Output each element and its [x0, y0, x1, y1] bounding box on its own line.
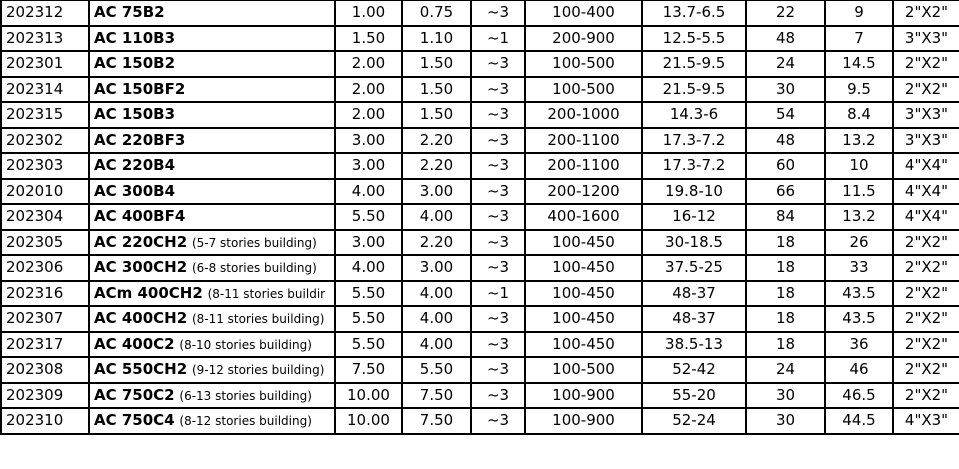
weight-cell: 14.5	[825, 51, 893, 77]
table-row	[1, 1, 959, 26]
power-kw-cell: 3.00	[335, 128, 402, 154]
head-range-cell: 48-37	[642, 306, 746, 332]
product-code-cell: 202315	[1, 102, 89, 128]
phase-cell: ~3	[471, 204, 525, 230]
weight-cell: 13.2	[825, 204, 893, 230]
stages-cell: 24	[746, 357, 825, 383]
head-range-cell: 52-24	[642, 408, 746, 434]
stages-cell: 48	[746, 128, 825, 154]
power-kw-cell: 1.50	[335, 26, 402, 52]
outlet-size-cell: 2"X2"	[893, 1, 959, 26]
flow-range-cell: 200-1200	[525, 179, 642, 205]
model-name: AC 300CH2	[94, 258, 188, 277]
head-range-cell: 21.5-9.5	[642, 77, 746, 103]
head-range-cell: 17.3-7.2	[642, 128, 746, 154]
weight-cell: 33	[825, 255, 893, 281]
head-range-cell: 37.5-25	[642, 255, 746, 281]
table-row	[1, 26, 959, 52]
outlet-size-cell: 2"X2"	[893, 332, 959, 358]
power-hp-cell: 7.50	[402, 383, 471, 409]
model-name: AC 750C2	[94, 385, 175, 404]
model-cell	[89, 77, 335, 103]
product-code-cell: 202010	[1, 179, 89, 205]
model-name: AC 220B4	[94, 156, 176, 175]
stages-cell: 24	[746, 51, 825, 77]
power-kw-cell: 5.50	[335, 281, 402, 307]
outlet-size-cell: 4"X4"	[893, 153, 959, 179]
model-cell	[89, 128, 335, 154]
power-kw-cell: 5.50	[335, 204, 402, 230]
stages-cell: 22	[746, 1, 825, 26]
model-note: (9-12 stories building)	[191, 363, 325, 378]
model-note: (8-12 stories building)	[179, 414, 312, 429]
model-cell	[89, 332, 335, 358]
flow-range-cell: 200-1000	[525, 102, 642, 128]
stages-cell: 48	[746, 26, 825, 52]
phase-cell: ~3	[471, 383, 525, 409]
outlet-size-cell: 2"X2"	[893, 51, 959, 77]
phase-cell: ~3	[471, 357, 525, 383]
product-code-cell: 202302	[1, 128, 89, 154]
product-code-cell: 202314	[1, 77, 89, 103]
table-row	[1, 230, 959, 256]
head-range-cell: 13.7-6.5	[642, 1, 746, 26]
power-hp-cell: 1.10	[402, 26, 471, 52]
product-code-cell: 202304	[1, 204, 89, 230]
flow-range-cell: 100-450	[525, 281, 642, 307]
power-hp-cell: 2.20	[402, 153, 471, 179]
product-code-cell: 202316	[1, 281, 89, 307]
model-cell	[89, 153, 335, 179]
stages-cell: 18	[746, 230, 825, 256]
stages-cell: 30	[746, 77, 825, 103]
head-range-cell: 48-37	[642, 281, 746, 307]
outlet-size-cell: 3"X3"	[893, 26, 959, 52]
outlet-size-cell: 2"X2"	[893, 77, 959, 103]
model-cell	[89, 306, 335, 332]
phase-cell: ~3	[471, 255, 525, 281]
table-row	[1, 179, 959, 205]
weight-cell: 36	[825, 332, 893, 358]
power-kw-cell: 2.00	[335, 102, 402, 128]
model-name: ACm 400CH2	[94, 283, 203, 302]
table-row	[1, 383, 959, 409]
phase-cell: ~3	[471, 1, 525, 26]
product-code-cell: 202317	[1, 332, 89, 358]
phase-cell: ~3	[471, 77, 525, 103]
flow-range-cell: 100-450	[525, 306, 642, 332]
power-hp-cell: 2.20	[402, 230, 471, 256]
model-name: AC 150B3	[94, 105, 176, 124]
model-name: AC 110B3	[94, 28, 176, 47]
power-hp-cell: 3.00	[402, 255, 471, 281]
model-name: AC 300B4	[94, 181, 176, 200]
table-row	[1, 153, 959, 179]
table-row	[1, 357, 959, 383]
phase-cell: ~3	[471, 179, 525, 205]
model-name: AC 400C2	[94, 334, 175, 353]
outlet-size-cell: 4"X4"	[893, 204, 959, 230]
product-code-cell: 202303	[1, 153, 89, 179]
flow-range-cell: 100-900	[525, 383, 642, 409]
model-note: (8-10 stories building)	[179, 337, 312, 352]
flow-range-cell: 100-450	[525, 332, 642, 358]
phase-cell: ~1	[471, 26, 525, 52]
model-cell	[89, 408, 335, 434]
power-kw-cell: 10.00	[335, 408, 402, 434]
power-hp-cell: 4.00	[402, 281, 471, 307]
power-hp-cell: 3.00	[402, 179, 471, 205]
table-row	[1, 255, 959, 281]
flow-range-cell: 200-1100	[525, 153, 642, 179]
outlet-size-cell: 2"X2"	[893, 306, 959, 332]
model-name: AC 150B2	[94, 54, 176, 73]
head-range-cell: 17.3-7.2	[642, 153, 746, 179]
outlet-size-cell: 2"X2"	[893, 357, 959, 383]
weight-cell: 13.2	[825, 128, 893, 154]
power-kw-cell: 5.50	[335, 306, 402, 332]
weight-cell: 9.5	[825, 77, 893, 103]
phase-cell: ~3	[471, 306, 525, 332]
table-row	[1, 281, 959, 307]
head-range-cell: 55-20	[642, 383, 746, 409]
flow-range-cell: 100-500	[525, 51, 642, 77]
flow-range-cell: 100-450	[525, 230, 642, 256]
model-name: AC 220BF3	[94, 130, 186, 149]
flow-range-cell: 100-500	[525, 357, 642, 383]
weight-cell: 8.4	[825, 102, 893, 128]
model-cell	[89, 383, 335, 409]
outlet-size-cell: 2"X2"	[893, 383, 959, 409]
model-cell	[89, 204, 335, 230]
flow-range-cell: 100-900	[525, 408, 642, 434]
head-range-cell: 38.5-13	[642, 332, 746, 358]
power-hp-cell: 1.50	[402, 77, 471, 103]
power-hp-cell: 1.50	[402, 51, 471, 77]
product-code-cell: 202305	[1, 230, 89, 256]
model-name: AC 220CH2	[94, 232, 188, 251]
stages-cell: 18	[746, 306, 825, 332]
model-name: AC 75B2	[94, 3, 165, 22]
outlet-size-cell: 3"X3"	[893, 128, 959, 154]
model-name: AC 400CH2	[94, 309, 188, 328]
power-hp-cell: 2.20	[402, 128, 471, 154]
model-note: (5-7 stories building)	[191, 235, 317, 250]
weight-cell: 11.5	[825, 179, 893, 205]
power-kw-cell: 4.00	[335, 179, 402, 205]
weight-cell: 7	[825, 26, 893, 52]
head-range-cell: 52-42	[642, 357, 746, 383]
power-hp-cell: 5.50	[402, 357, 471, 383]
model-note: (6-13 stories building)	[179, 388, 312, 403]
power-hp-cell: 4.00	[402, 306, 471, 332]
power-kw-cell: 10.00	[335, 383, 402, 409]
stages-cell: 18	[746, 255, 825, 281]
product-code-cell: 202308	[1, 357, 89, 383]
flow-range-cell: 400-1600	[525, 204, 642, 230]
table-row	[1, 332, 959, 358]
head-range-cell: 19.8-10	[642, 179, 746, 205]
power-hp-cell: 7.50	[402, 408, 471, 434]
model-cell	[89, 26, 335, 52]
model-note: (8-11 stories building)	[191, 312, 325, 327]
weight-cell: 43.5	[825, 306, 893, 332]
phase-cell: ~3	[471, 332, 525, 358]
model-name: AC 750C4	[94, 411, 175, 430]
product-code-cell: 202306	[1, 255, 89, 281]
table-row	[1, 128, 959, 154]
flow-range-cell: 100-450	[525, 255, 642, 281]
table-row	[1, 102, 959, 128]
phase-cell: ~3	[471, 128, 525, 154]
flow-range-cell: 200-1100	[525, 128, 642, 154]
power-kw-cell: 2.00	[335, 77, 402, 103]
product-code-cell: 202307	[1, 306, 89, 332]
outlet-size-cell: 3"X3"	[893, 102, 959, 128]
table-body	[1, 1, 959, 434]
model-note: (6-8 stories building)	[191, 261, 317, 276]
phase-cell: ~3	[471, 51, 525, 77]
model-name: AC 400BF4	[94, 207, 186, 226]
model-cell	[89, 102, 335, 128]
model-cell	[89, 357, 335, 383]
phase-cell: ~3	[471, 230, 525, 256]
flow-range-cell: 200-900	[525, 26, 642, 52]
model-cell	[89, 1, 335, 26]
power-hp-cell: 0.75	[402, 1, 471, 26]
flow-range-cell: 100-500	[525, 77, 642, 103]
product-code-cell: 202309	[1, 383, 89, 409]
flow-range-cell: 100-400	[525, 1, 642, 26]
stages-cell: 66	[746, 179, 825, 205]
model-cell	[89, 179, 335, 205]
head-range-cell: 12.5-5.5	[642, 26, 746, 52]
outlet-size-cell: 4"X3"	[893, 408, 959, 434]
table-row	[1, 306, 959, 332]
weight-cell: 43.5	[825, 281, 893, 307]
stages-cell: 30	[746, 383, 825, 409]
power-hp-cell: 1.50	[402, 102, 471, 128]
outlet-size-cell: 2"X2"	[893, 281, 959, 307]
power-kw-cell: 1.00	[335, 1, 402, 26]
stages-cell: 60	[746, 153, 825, 179]
model-cell	[89, 51, 335, 77]
power-kw-cell: 7.50	[335, 357, 402, 383]
table-row	[1, 408, 959, 434]
model-cell	[89, 230, 335, 256]
head-range-cell: 14.3-6	[642, 102, 746, 128]
phase-cell: ~3	[471, 153, 525, 179]
power-kw-cell: 4.00	[335, 255, 402, 281]
stages-cell: 84	[746, 204, 825, 230]
table-row	[1, 51, 959, 77]
head-range-cell: 16-12	[642, 204, 746, 230]
head-range-cell: 30-18.5	[642, 230, 746, 256]
phase-cell: ~3	[471, 408, 525, 434]
stages-cell: 18	[746, 281, 825, 307]
power-hp-cell: 4.00	[402, 204, 471, 230]
power-kw-cell: 3.00	[335, 230, 402, 256]
product-code-cell: 202301	[1, 51, 89, 77]
outlet-size-cell: 2"X2"	[893, 230, 959, 256]
outlet-size-cell: 2"X2"	[893, 255, 959, 281]
model-name: AC 550CH2	[94, 360, 188, 379]
weight-cell: 46.5	[825, 383, 893, 409]
model-note: (8-11 stories buildir	[207, 286, 326, 301]
power-kw-cell: 3.00	[335, 153, 402, 179]
product-code-cell: 202312	[1, 1, 89, 26]
table-row	[1, 77, 959, 103]
product-code-cell: 202313	[1, 26, 89, 52]
stages-cell: 30	[746, 408, 825, 434]
power-kw-cell: 5.50	[335, 332, 402, 358]
outlet-size-cell: 4"X4"	[893, 179, 959, 205]
weight-cell: 9	[825, 1, 893, 26]
model-name: AC 150BF2	[94, 79, 186, 98]
head-range-cell: 21.5-9.5	[642, 51, 746, 77]
weight-cell: 44.5	[825, 408, 893, 434]
weight-cell: 26	[825, 230, 893, 256]
weight-cell: 46	[825, 357, 893, 383]
power-hp-cell: 4.00	[402, 332, 471, 358]
phase-cell: ~1	[471, 281, 525, 307]
product-code-cell: 202310	[1, 408, 89, 434]
model-cell	[89, 281, 335, 307]
weight-cell: 10	[825, 153, 893, 179]
power-kw-cell: 2.00	[335, 51, 402, 77]
stages-cell: 18	[746, 332, 825, 358]
stages-cell: 54	[746, 102, 825, 128]
model-cell	[89, 255, 335, 281]
phase-cell: ~3	[471, 102, 525, 128]
table-row	[1, 204, 959, 230]
